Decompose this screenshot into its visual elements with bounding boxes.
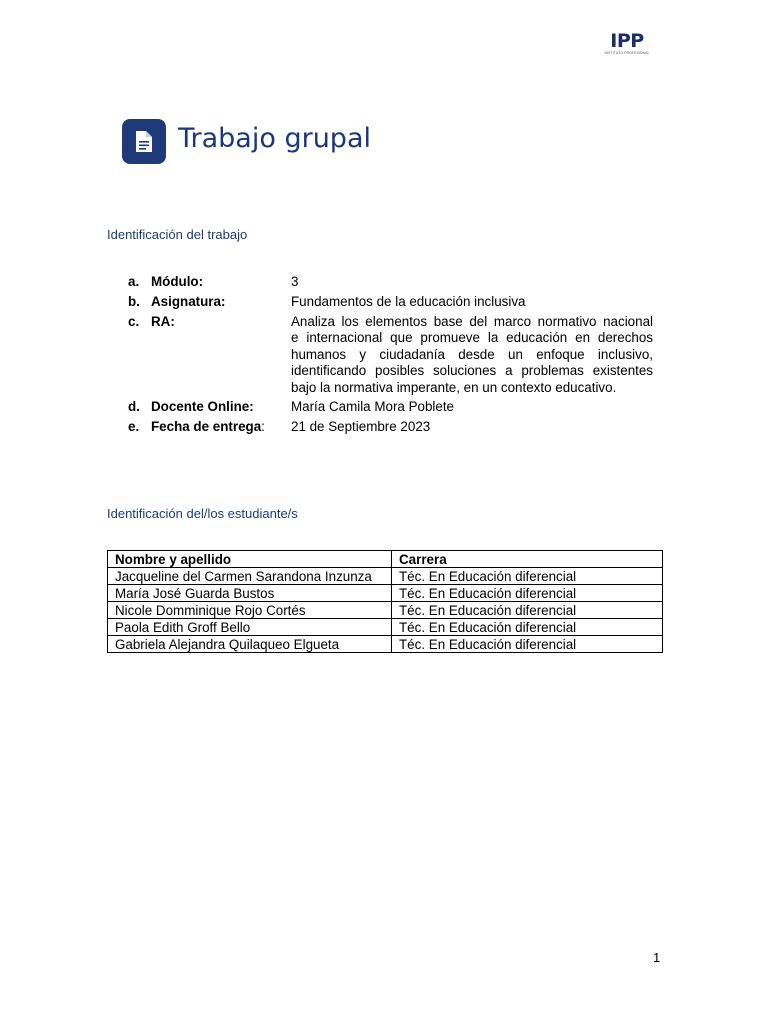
info-letter: b.	[128, 294, 140, 309]
table-row	[108, 619, 663, 636]
page-title: Trabajo grupal	[178, 123, 371, 154]
info-letter: a.	[128, 274, 140, 289]
ra-line: Analiza los elementos base del marco normativo nacional	[291, 314, 653, 329]
page-number: 1	[653, 950, 661, 965]
ipp-logo	[601, 31, 653, 61]
student-name: Jacqueline del Carmen Sarandona Inzunza	[108, 568, 392, 585]
info-value: María Camila Mora Poblete	[291, 399, 454, 414]
student-career: Téc. En Educación diferencial	[392, 602, 663, 619]
column-header-name: Nombre y apellido	[108, 551, 392, 568]
info-key: Docente Online:	[151, 399, 254, 414]
students-table	[107, 550, 663, 653]
student-career: Téc. En Educación diferencial	[392, 619, 663, 636]
student-name: Gabriela Alejandra Quilaqueo Elgueta	[108, 636, 392, 653]
table-row	[108, 602, 663, 619]
logo-subtext: INSTITUTO PROFESIONAL	[604, 51, 650, 55]
student-career: Téc. En Educación diferencial	[392, 568, 663, 585]
student-career: Téc. En Educación diferencial	[392, 585, 663, 602]
info-letter: d.	[128, 399, 140, 414]
info-key: RA:	[151, 314, 175, 329]
info-value: 3	[291, 274, 299, 289]
document-icon	[122, 119, 166, 164]
student-name: María José Guarda Bustos	[108, 585, 392, 602]
logo-mark: IPP	[610, 30, 644, 52]
info-key: Módulo:	[151, 274, 204, 289]
info-value: Fundamentos de la educación inclusiva	[291, 294, 526, 309]
student-name: Nicole Domminique Rojo Cortés	[108, 602, 392, 619]
ra-line: e internacional que promueve la educación en derechos	[291, 330, 653, 346]
table-header-row	[108, 551, 663, 568]
table-row	[108, 636, 663, 653]
table-row	[108, 585, 663, 602]
section-label-students: Identificación del/los estudiante/s	[107, 506, 298, 521]
ra-line: bajo la normativa imperante, en un contexto educativo.	[291, 379, 617, 395]
student-name: Paola Edith Groff Bello	[108, 619, 392, 636]
section-label-work-identification: Identificación del trabajo	[107, 227, 248, 242]
info-key: Fecha de entrega:	[151, 419, 265, 434]
column-header-career: Carrera	[392, 551, 663, 568]
info-letter: e.	[128, 419, 140, 434]
student-career: Téc. En Educación diferencial	[392, 636, 663, 653]
info-value-ra	[291, 314, 653, 396]
ra-line: humanos y ciudadanía desde un enfoque inclusivo,	[291, 346, 653, 362]
info-value: 21 de Septiembre 2023	[291, 419, 431, 434]
info-key: Asignatura:	[151, 294, 226, 309]
info-letter: c.	[128, 314, 140, 329]
ra-line: identificando posibles soluciones a problemas existentes	[291, 363, 653, 379]
table-row	[108, 568, 663, 585]
